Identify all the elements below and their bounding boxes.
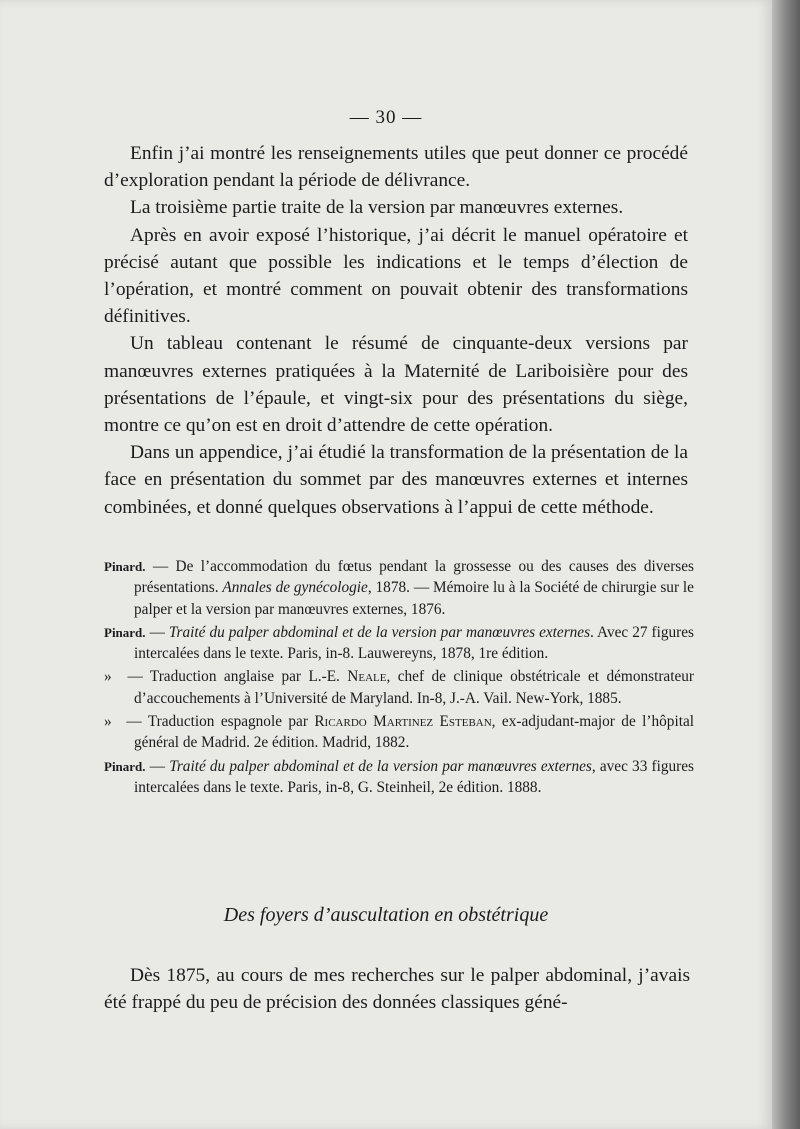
reference-text: , ex-adjudant-major de l’hôpital général de Madrid. 2e édition. Madrid, 1882. xyxy=(134,713,694,752)
paragraph: Dès 1875, au cours de mes recherches sur le palper abdominal, j’avais été frappé du peu de précision des données classiques géné- xyxy=(104,965,690,1014)
reference-author: Pinard. xyxy=(104,559,146,574)
reference-text: — Traduction anglaise par xyxy=(120,668,309,686)
bibliography xyxy=(104,556,694,800)
paragraph: Dans un appendice, j’ai étudié la transformation de la présentation de la face en présentation du sommet par des manœuvres externes et internes combinées, et donné quelques observations à l’appui de cette méthode. xyxy=(104,442,688,518)
translator-name: Ricardo Martinez Esteban xyxy=(314,713,492,731)
reference-text: — xyxy=(145,757,170,775)
body-text xyxy=(104,140,688,521)
reference-text: . Avec 27 figures intercalées dans le texte. Paris, in-8. Lauwereyns, 1878, 1re édition. xyxy=(134,623,694,663)
reference-entry xyxy=(104,666,694,709)
reference-text: , avec 33 figures intercalées dans le texte. Paris, in-8, G. Steinheil, 2e édition. 1888. xyxy=(134,757,694,796)
reference-entry xyxy=(104,756,694,799)
paragraph: Enfin j’ai montré les renseignements utiles que peut donner ce procédé d’exploration pendant la période de délivrance. xyxy=(104,143,688,192)
reference-text: , chef de clinique obstétricale et démonstrateur d’accouchements à l’Université de Maryland. In-8, J.-A. Vail. New-York, 1885. xyxy=(134,668,694,707)
ditto-mark: » xyxy=(104,713,112,731)
reference-text: — De l’accommodation du fœtus pendant la grossesse ou des causes des diverses présentations. xyxy=(134,558,694,597)
reference-author: Pinard. xyxy=(104,758,146,774)
reference-text: , 1878. — Mémoire lu à la Société de chirurgie sur le palper et la version par manœuvres externes, 1876. xyxy=(134,579,694,618)
page-edge-shadow xyxy=(772,0,800,1129)
reference-text: — Traduction espagnole par xyxy=(120,713,315,731)
closing-text xyxy=(104,962,690,1016)
page-number: — 30 — xyxy=(349,107,423,128)
ditto-mark: » xyxy=(104,668,112,686)
paragraph: Un tableau contenant le résumé de cinquante-deux versions par manœuvres externes pratiquées à la Maternité de Lariboisière pour des présentations de l’épaule, et vingt-six pour des présentations du siège, montre ce qu’on est en droit d’attendre de cette opération. xyxy=(104,333,688,437)
paragraph: Après en avoir exposé l’historique, j’ai décrit le manuel opératoire et précisé autant que possible les indications et le temps d’élection de l’opération, et montré comment on pouvait obtenir des transformations définitives. xyxy=(104,224,688,328)
section-title: Des foyers d’auscultation en obstétrique xyxy=(223,904,549,926)
reference-author: Pinard. xyxy=(104,624,146,640)
translator-name: L.-E. Neale xyxy=(308,668,387,686)
paragraph: La troisième partie traite de la version par manœuvres externes. xyxy=(130,197,624,219)
book-title: Traité du palper abdominal et de la version par manœuvres externes xyxy=(168,623,591,641)
reference-entry xyxy=(104,622,694,665)
book-title: Traité du palper abdominal et de la version par manœuvres externes xyxy=(169,757,592,775)
journal-title: Annales de gynécologie xyxy=(222,579,368,597)
reference-entry xyxy=(104,556,694,620)
reference-entry xyxy=(104,711,694,754)
reference-text: — xyxy=(145,623,169,641)
